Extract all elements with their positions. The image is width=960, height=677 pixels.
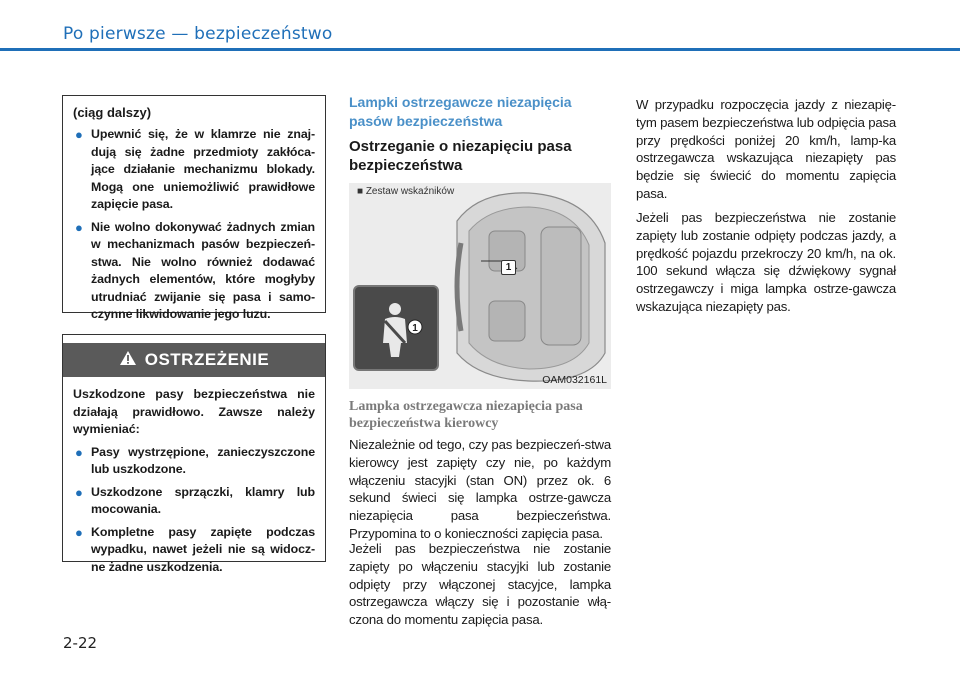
section-title: Lampki ostrzegawcze niezapięcia pasów bezpieczeństwa	[349, 94, 572, 129]
paragraph: Jeżeli pas bezpieczeństwa nie zostanie zapięty po włączeniu stacyjki lub zostanie odpięty przy włączonej stacyjce, lampka ostrzegawcza włączy się i pozostanie włą-czona do momentu zapięcia pasa.	[349, 541, 611, 628]
subsection-title: Ostrzeganie o niezapięciu pasa bezpieczeństwa	[349, 138, 572, 174]
warning-banner	[63, 343, 325, 377]
figure-code: OAM032161L	[542, 374, 607, 386]
warning-label: OSTRZEŻENIE	[144, 350, 270, 369]
bullet-icon: ●	[75, 444, 83, 460]
warning-box	[62, 334, 326, 574]
warning-list	[73, 444, 315, 577]
paragraph: Niezależnie od tego, czy pas bezpieczeń-stwa kierowcy jest zapięty czy nie, po każdym włączeniu stacyjki (stan ON) przez ok. 6 sekund świeci się lampka ostrze-gawcza niezapięcia pasa bezpieczeństwa. Przypomina to o konieczności zapięcia pasa.	[349, 437, 611, 541]
caution-box	[62, 95, 326, 321]
list-item: ● Pasy wystrzępione, zanieczyszczone lub uszkodzone.	[75, 444, 315, 476]
list-item: ● Uszkodzone sprzączki, klamry lub mocowania.	[75, 484, 315, 516]
seatbelt-lamp-inset	[353, 285, 439, 371]
list-item: ● Upewnić się, że w klamrze nie znaj-dują się żadne przedmioty zakłóca-jące działanie mechanizmu blokady. Mogą one uniemożliwić prawidłowe zapięcie pasa.	[75, 127, 315, 211]
list-item: ● Nie wolno dokonywać żadnych zmian w mechanizmach pasów bezpieczeń-stwa. Nie wolno również dodawać żadnych elementów, które mogłyby utrudniać zwijanie się pasa i samo-czynne likwidowanie jego luzu.	[75, 219, 315, 321]
bullet-icon: ●	[75, 219, 83, 235]
header-rule	[0, 48, 960, 51]
seatbelt-warning-icon	[355, 287, 437, 369]
bullet-icon: ●	[75, 127, 83, 142]
warning-triangle-icon	[119, 350, 137, 371]
figure-caption: ■ Zestaw wskaźników	[357, 186, 455, 197]
figure-title: Lampka ostrzegawcza niezapięcia pasa bezpieczeństwa kierowcy	[349, 399, 583, 431]
page-header-title: Po pierwsze — bezpieczeństwo	[63, 24, 333, 44]
caution-list	[73, 126, 315, 324]
list-item: ● Kompletne pasy zapięte podczas wypadku, nawet jeżeli nie są widocz-ne żadne uszkodzenia.	[75, 524, 315, 574]
page-number: 2-22	[63, 634, 98, 652]
paragraph: W przypadku rozpoczęcia jazdy z niezapię-tym pasem bezpieczeństwa lub odpięcia pasa przy prędkości poniżej 20 km/h, lamp-ka ostrzegawcza wskazująca niezapięty pas będzie się świecić do momentu zapięcia pasa.	[636, 97, 896, 201]
instrument-cluster-figure	[349, 183, 611, 389]
continued-label: (ciąg dalszy)	[73, 105, 152, 120]
svg-text:1: 1	[412, 323, 418, 334]
bullet-icon: ●	[75, 524, 83, 540]
paragraph: Jeżeli pas bezpieczeństwa nie zostanie zapięty lub zostanie odpięty podczas jazdy, a prędkość pojazdu przekroczy 20 km/h, na ok. 100 sekund włącza się dźwiękowy sygnał ostrzegawczy i miga lampka ostrze-gawcza wskazująca niezapięty pas.	[636, 210, 896, 314]
callout-badge: 1	[501, 260, 516, 275]
bullet-icon: ●	[75, 484, 83, 500]
warning-intro: Uszkodzone pasy bezpieczeństwa nie działają prawidłowo. Zawsze należy wymieniać:	[73, 387, 315, 436]
